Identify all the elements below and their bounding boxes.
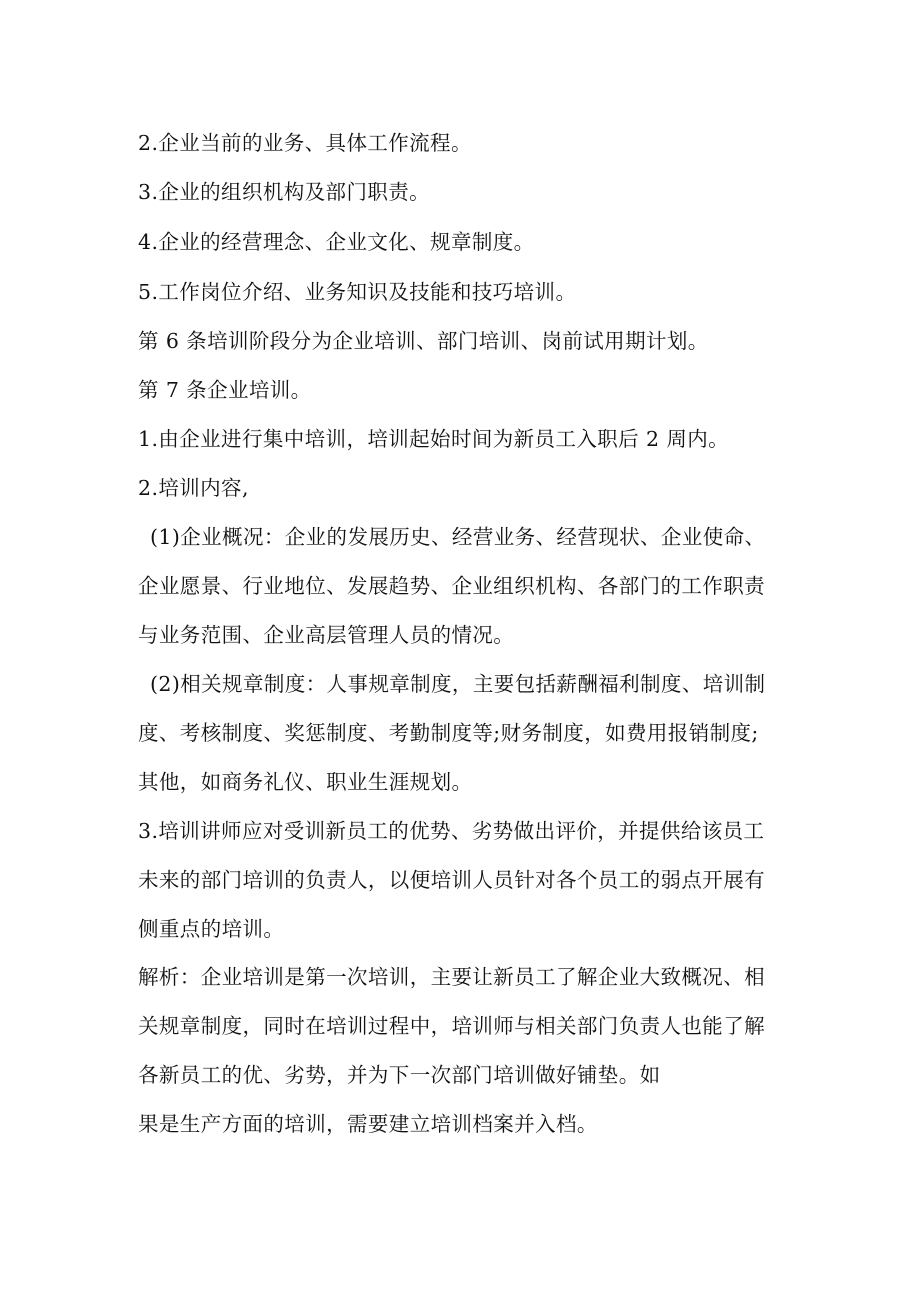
text-line: 未来的部门培训的负责人，以便培训人员针对各个员工的弱点开展有 xyxy=(138,868,765,892)
text-line: 解析：企业培训是第一次培训，主要让新员工了解企业大致概况、相 xyxy=(138,965,765,989)
text-line: 4.企业的经营理念、企业文化、规章制度。 xyxy=(138,230,535,254)
text-line: 与业务范围、企业高层管理人员的情况。 xyxy=(138,623,515,647)
text-line: (2)相关规章制度：人事规章制度，主要包括薪酬福利制度、培训制 xyxy=(150,672,766,696)
text-line: 第 7 条企业培训。 xyxy=(138,378,312,402)
text-line: 3.企业的组织机构及部门职责。 xyxy=(138,180,431,204)
text-line: 企业愿景、行业地位、发展趋势、企业组织机构、各部门的工作职责 xyxy=(138,574,765,598)
text-line: 果是生产方面的培训，需要建立培训档案并入档。 xyxy=(138,1112,598,1136)
text-line: 5.工作岗位介绍、业务知识及技能和技巧培训。 xyxy=(138,280,577,304)
text-line: 第 6 条培训阶段分为企业培训、部门培训、岗前试用期计划。 xyxy=(138,329,709,353)
text-line: 侧重点的培训。 xyxy=(138,917,285,941)
text-line: 3.培训讲师应对受训新员工的优势、劣势做出评价，并提供给该员工 xyxy=(138,819,765,843)
text-line: 1.由企业进行集中培训，培训起始时间为新员工入职后 2 周内。 xyxy=(138,427,730,451)
text-line: 2.培训内容, xyxy=(138,476,249,500)
text-line: 其他，如商务礼仪、职业生涯规划。 xyxy=(138,770,473,794)
text-line: 各新员工的优、劣势，并为下一次部门培训做好铺垫。如 xyxy=(138,1063,661,1087)
text-line: 度、考核制度、奖惩制度、考勤制度等;财务制度，如费用报销制度; xyxy=(138,721,759,745)
text-line: 2.企业当前的业务、具体工作流程。 xyxy=(138,131,472,155)
text-line: 关规章制度，同时在培训过程中，培训师与相关部门负责人也能了解 xyxy=(138,1014,765,1038)
text-line: (1)企业概况：企业的发展历史、经营业务、经营现状、企业使命、 xyxy=(150,525,766,549)
